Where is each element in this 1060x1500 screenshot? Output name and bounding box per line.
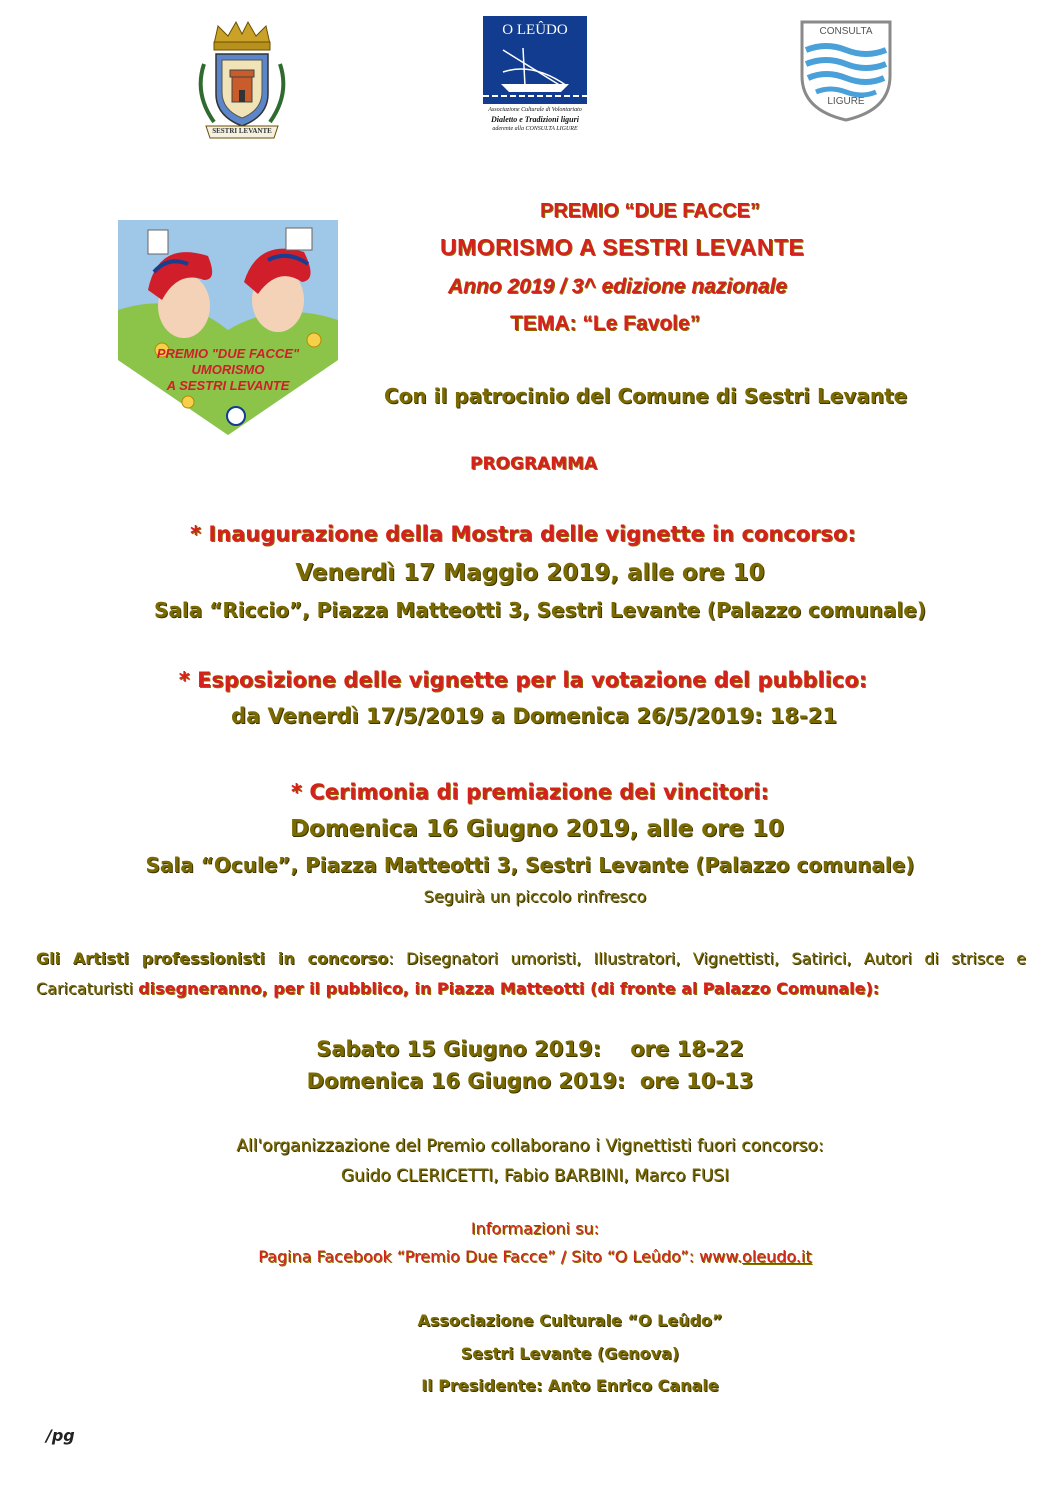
artists-paragraph [36, 944, 1026, 1004]
edition-line: Anno 2019 / 3^ edizione nazionale [448, 275, 788, 298]
leudo-logo [470, 16, 600, 146]
consulta-ligure-logo [798, 18, 894, 122]
footer-initials: /pg [46, 1426, 75, 1445]
leudo-sub3: aderente alla CONSULTA LIGURE [492, 126, 578, 132]
comune-caption: SESTRI LEVANTE [212, 127, 272, 135]
event-3-note: Seguirà un piccolo rinfresco [423, 887, 647, 906]
leudo-sub1: Associazione Culturale di Volontariato [488, 107, 582, 113]
artists-action: disegneranno, per il pubblico, in Piazza Matteotti (di fronte al [138, 979, 698, 998]
event-3-place: Sala “Ocule”, Piazza Matteotti 3, Sestri Levante (Palazzo comunale) [145, 853, 915, 877]
info-line [0, 1247, 1060, 1266]
event-3-date: Domenica 16 Giugno 2019, alle ore 10 [289, 816, 785, 842]
event-1-date: Venerdì 17 Maggio 2019, alle ore 10 [295, 560, 765, 586]
poster-illustration [118, 220, 338, 435]
collaborators-intro: All'organizzazione del Premio collaborano i Vignettisti fuori concorso: [236, 1136, 824, 1156]
slot-saturday: Sabato 15 Giugno 2019: ore 18-22 [316, 1037, 744, 1061]
leudo-logo-title: O LEÛDO [502, 22, 568, 38]
coat-of-arms-icon [192, 14, 292, 144]
oleudo-link[interactable]: oleudo.it [742, 1247, 812, 1266]
sailboat-icon [483, 42, 587, 102]
artists-categories: : Disegnatori umoristi, Illustratori, Vignettisti, Satirici, [388, 949, 852, 968]
signature-president: Il Presidente: Anto Enrico Canale [421, 1376, 719, 1395]
programma-heading: PROGRAMMA [470, 454, 598, 474]
poster-line-1: PREMIO "DUE FACCE" [156, 346, 300, 361]
event-2-title: * Esposizione delle vignette per la votazione del pubblico: [178, 668, 868, 692]
patronage-line: Con il patrocinio del Comune di Sestri Levante [384, 384, 908, 408]
premio-subtitle: UMORISMO A SESTRI LEVANTE [440, 234, 805, 260]
event-1-title: * Inaugurazione della Mostra delle vignette in concorso: [190, 522, 856, 546]
event-1-place: Sala “Riccio”, Piazza Matteotti 3, Sestri Levante (Palazzo comunale) [154, 598, 926, 622]
poster-line-3: A SESTRI LEVANTE [166, 378, 290, 393]
leudo-sub2: Dialetto e Tradizioni liguri [491, 115, 579, 124]
slot-sunday: Domenica 16 Giugno 2019: ore 10-13 [306, 1069, 754, 1093]
artists-lead: Gli Artisti professionisti in concorso [36, 949, 389, 968]
consulta-top-text: CONSULTA [819, 26, 873, 37]
premio-title: PREMIO “DUE FACCE” [540, 200, 761, 222]
comune-coat-of-arms-logo [192, 14, 292, 144]
event-2-date: da Venerdì 17/5/2019 a Domenica 26/5/2019: 18-21 [231, 704, 837, 728]
event-3-title: * Cerimonia di premiazione dei vincitori: [291, 780, 769, 804]
collaborators-names: Guido CLERICETTI, Fabio BARBINI, Marco FUSI [340, 1166, 730, 1186]
premio-poster-image [118, 220, 338, 435]
artists-categories-cont: Autori di strisce e Caricaturisti [36, 949, 1026, 998]
info-heading: Informazioni su: [470, 1219, 600, 1238]
consulta-bottom-text: LIGURE [827, 96, 865, 107]
artists-location-end: Palazzo Comunale): [702, 979, 880, 998]
theme-line: TEMA: “Le Favole” [510, 312, 701, 335]
info-text: Pagina Facebook “Premio Due Facce” / Sito “O Leûdo”: www. [258, 1247, 743, 1266]
signature-association: Associazione Culturale “O Leûdo” [417, 1311, 723, 1330]
poster-line-2: UMORISMO [191, 362, 265, 377]
signature-city: Sestri Levante (Genova) [460, 1344, 680, 1363]
